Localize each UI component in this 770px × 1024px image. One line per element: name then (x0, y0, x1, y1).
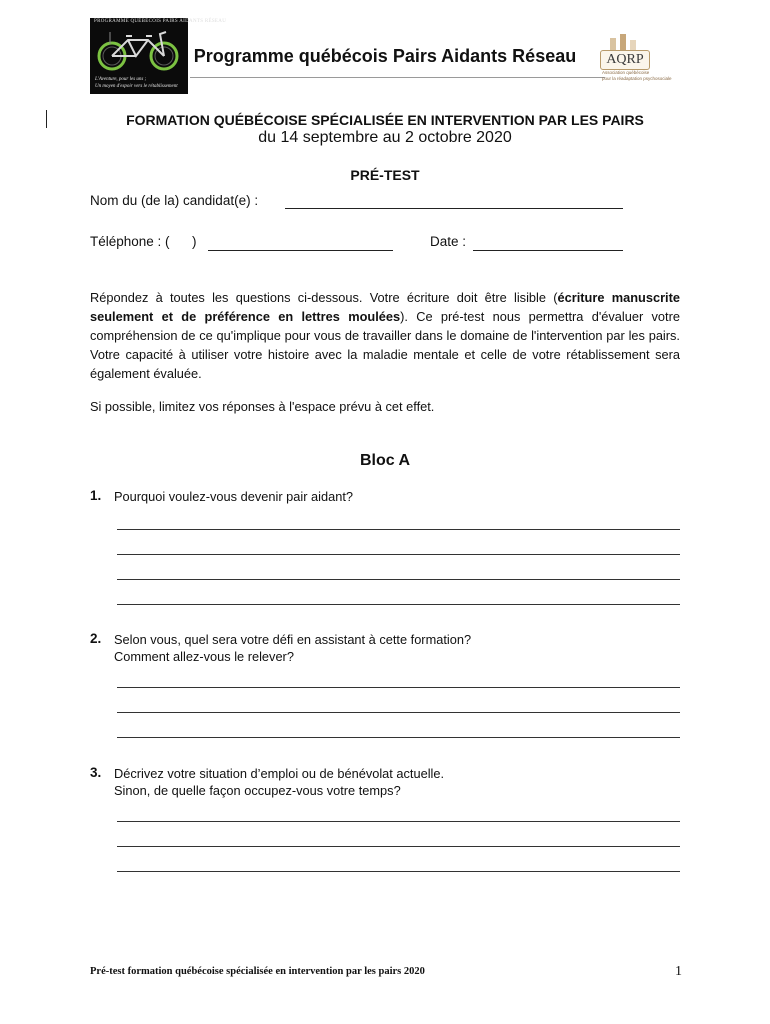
logo-tagline: Un moyen d'espoir vers le rétablissement (95, 84, 178, 89)
aqrp-subtitle (602, 70, 682, 81)
figures-icon (604, 32, 644, 52)
candidate-name-field[interactable] (285, 208, 623, 209)
bloc-title: Bloc A (359, 452, 411, 469)
instructions-paragraph (90, 288, 680, 383)
question-text: Comment allez-vous le relever? (114, 649, 294, 664)
date-label: Date : (430, 234, 467, 249)
answer-line[interactable] (117, 529, 680, 530)
page-number: 1 (675, 964, 682, 979)
answer-line[interactable] (117, 846, 680, 847)
logo-top-text: PROGRAMME QUÉBÉCOIS PAIRS AIDANTS RÉSEAU (94, 19, 227, 24)
answer-line[interactable] (117, 737, 680, 738)
instructions-text: Répondez à toutes les questions ci-dessous. Votre écriture doit être lisible ( (90, 290, 558, 305)
answer-line[interactable] (117, 579, 680, 580)
question-text: Sinon, de quelle façon occupez-vous votre temps? (114, 783, 401, 798)
question-text: Pourquoi voulez-vous devenir pair aidant? (114, 489, 354, 504)
pretest-title: PRÉ-TEST (350, 167, 420, 183)
answer-line[interactable] (117, 554, 680, 555)
phone-field[interactable] (208, 250, 393, 251)
answer-line[interactable] (117, 604, 680, 605)
header-divider (190, 77, 605, 78)
answer-line[interactable] (117, 871, 680, 872)
instructions-text: ). Ce pré-test nous permettra d'évaluer votre compréhension de ce qu'implique pour vous de travailler dans le domaine de l'intervention par les pairs. Votre capacité à utiliser votre histoire avec la maladie mentale et celle de votre rétablissement sera également évaluée. (90, 309, 680, 381)
program-title: Programme québécois Pairs Aidants Réseau (193, 46, 577, 66)
question-number: 3. (90, 765, 102, 780)
formation-title: FORMATION QUÉBÉCOISE SPÉCIALISÉE EN INTERVENTION PAR LES PAIRS (126, 112, 644, 128)
formation-dates: du 14 septembre au 2 octobre 2020 (258, 129, 512, 146)
logo-tagline: L'Aventure, pour les uns ; (95, 77, 147, 82)
space-limit-note: Si possible, limitez vos réponses à l'espace prévu à cet effet. (90, 399, 435, 414)
aqrp-subtitle-line: pour la réadaptation psychosociale (602, 75, 672, 81)
answer-line[interactable] (117, 687, 680, 688)
aqrp-acronym: AQRP (600, 50, 650, 70)
aqrp-subtitle-line: Association québécoise (602, 70, 650, 75)
phone-label: Téléphone : ( ) (90, 234, 197, 249)
text-cursor (46, 110, 47, 128)
answer-line[interactable] (117, 821, 680, 822)
instructions-emphasis: écriture manuscrite seulement et de préférence en lettres moulées (90, 290, 680, 324)
answer-line[interactable] (117, 712, 680, 713)
question-text: Décrivez votre situation d’emploi ou de bénévolat actuelle. (114, 766, 445, 781)
footer-text: Pré-test formation québécoise spécialisée en intervention par les pairs 2020 (90, 966, 425, 977)
date-field[interactable] (473, 250, 623, 251)
aqrp-logo (588, 36, 682, 84)
candidate-name-label: Nom du (de la) candidat(e) : (90, 193, 259, 208)
question-number: 1. (90, 488, 102, 503)
question-number: 2. (90, 631, 102, 646)
question-text: Selon vous, quel sera votre défi en assistant à cette formation? (114, 632, 472, 647)
